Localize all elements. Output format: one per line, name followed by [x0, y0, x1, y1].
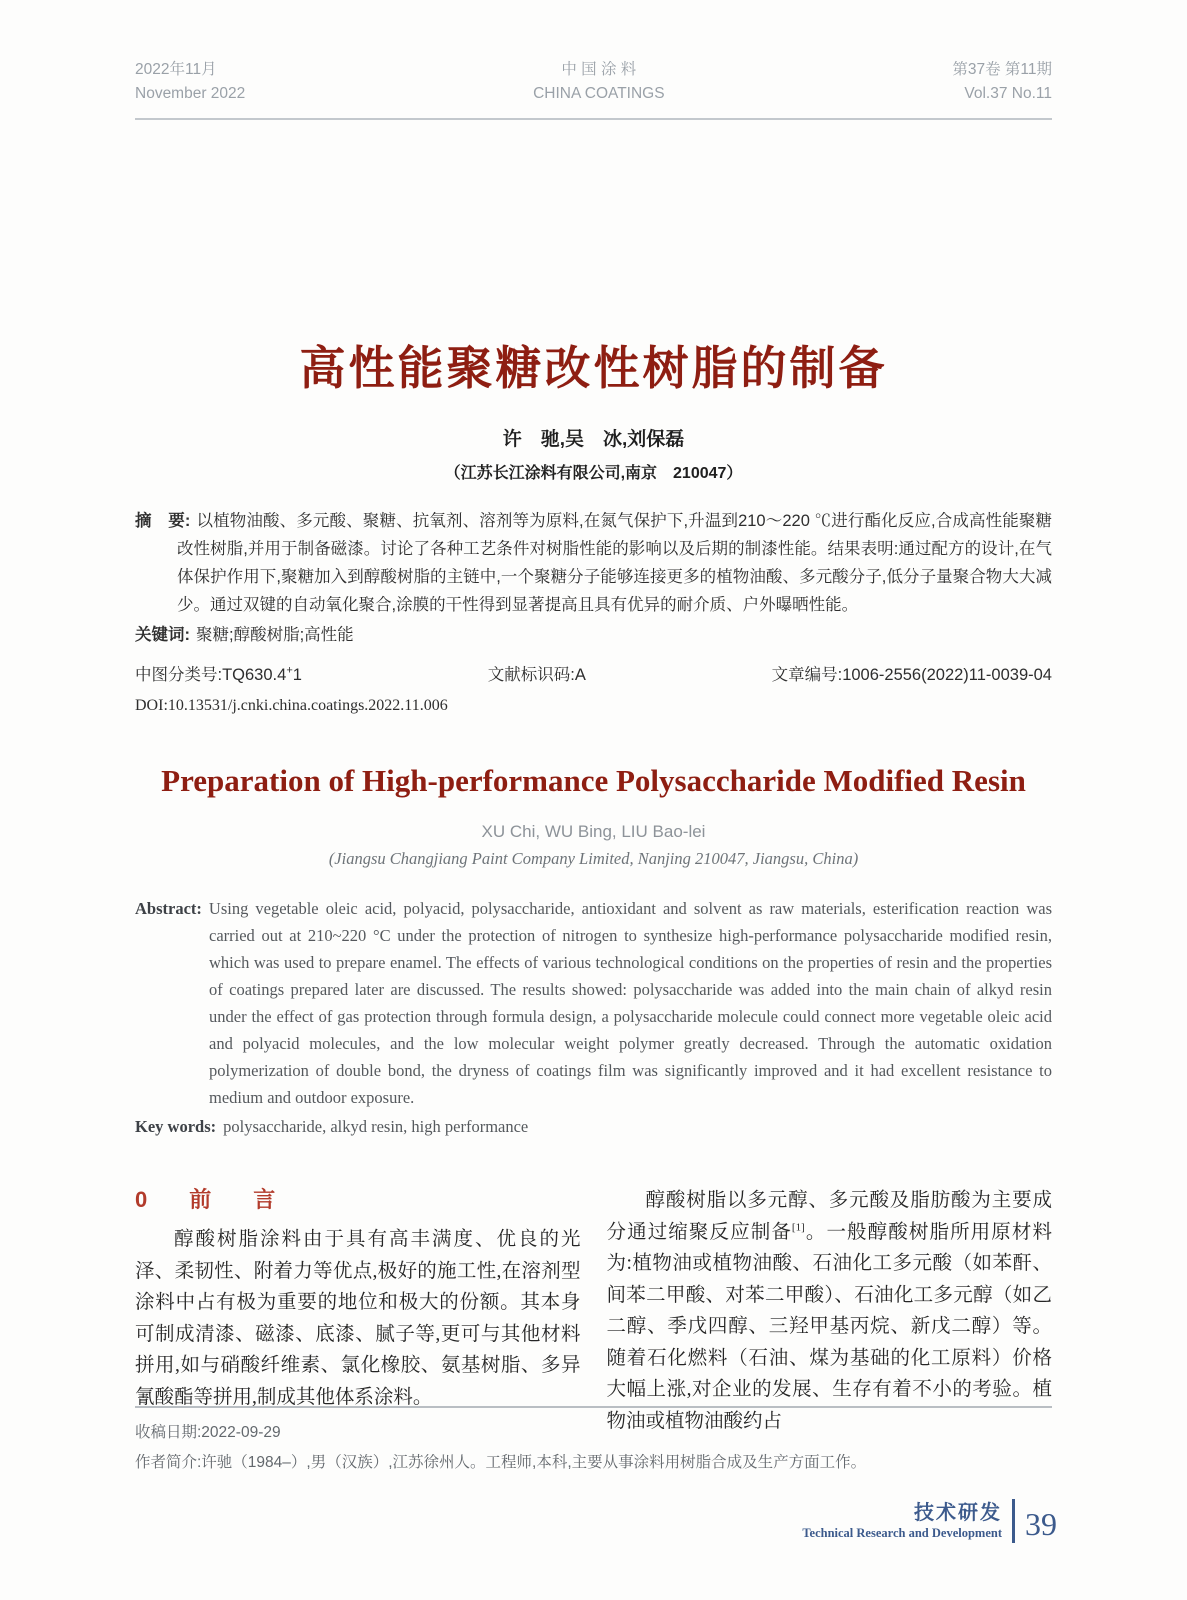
running-head-date	[135, 58, 245, 106]
abstract-cn-text: 以植物油酸、多元酸、聚糖、抗氧剂、溶剂等为原料,在氮气保护下,升温到210～220 ℃进行酯化反应,合成高性能聚糖改性树脂,并用于制备磁漆。讨论了各种工艺条件对树脂性能的影响以及后期的制漆性能。结果表明:通过配方的设计,在气体保护作用下,聚糖加入到醇酸树脂的主链中,一个聚糖分子能够连接更多的植物油酸、多元酸分子,低分子量聚合物大大减少。通过双键的自动氧化聚合,涂膜的干性得到显著提高且具有优异的耐介质、户外曝晒性能。	[177, 512, 1052, 614]
running-head-issue	[952, 58, 1052, 106]
document-code-label: 文献标识码:	[487, 666, 575, 684]
keywords-cn	[135, 621, 1052, 649]
footnote-block	[135, 1406, 1052, 1478]
body-columns	[135, 1183, 1052, 1437]
intro-right-text-1: 醇酸树脂以多元醇、多元酸及脂肪酸为主要成分通过缩聚反应制备	[606, 1190, 1052, 1243]
intro-paragraph-left: 醇酸树脂涂料由于具有高丰满度、优良的光泽、柔韧性、附着力等优点,极好的施工性,在溶剂型涂料中占有极为重要的地位和极大的份额。其本身可制成清漆、磁漆、底漆、腻子等,更可与其他材料拼用,如与硝酸纤维素、氯化橡胶、氨基树脂、多异氰酸酯等拼用,制成其他体系涂料。	[135, 1229, 581, 1408]
keywords-cn-text: 聚糖;醇酸树脂;高性能	[196, 626, 354, 644]
doi: DOI:10.13531/j.cnki.china.coatings.2022.11.006	[135, 697, 448, 714]
authors-en: XU Chi, WU Bing, LIU Bao-lei	[481, 822, 706, 841]
footer-section-name	[802, 1501, 1012, 1541]
reference-mark: [1]	[791, 1221, 805, 1233]
date-en: November 2022	[135, 85, 246, 102]
classification-row	[135, 661, 1052, 685]
abstract-cn-label: 摘 要:	[135, 512, 191, 530]
received-date: 收稿日期:2022-09-29	[135, 1424, 281, 1441]
page-number: 39	[1025, 1506, 1057, 1542]
keywords-en-label: Key words:	[135, 1117, 217, 1136]
affiliation-cn: （江苏长江涂料有限公司,南京 210047）	[444, 465, 743, 482]
running-head	[135, 0, 1052, 120]
clc-number	[135, 661, 302, 685]
abstract-en-text: Using vegetable oleic acid, polyacid, polysaccharide, antioxidant and solvent as raw materials, esterification reaction was carried out at 210~220 °C under the protection of nitrogen to synthesize high-performance polysaccharide modified resin, which was used to prepare enamel. The effects of various technological conditions on the properties of resin and the properties of coatings prepared later are discussed. The results showed: polysaccharide was added into the main chain of alkyd resin under the effect of gas protection through formula design, a polysaccharide molecule could connect more vegetable oleic acid and polyacid molecules, and the low molecular weight polymer greatly decreased. Through the automatic oxidation polymerization of double bond, the dryness of coatings film was significantly improved and it had excellent resistance to medium and outdoor exposure.	[208, 899, 1052, 1107]
clc-tail: 1	[292, 666, 302, 684]
clc-label: 中图分类号:	[135, 666, 223, 684]
author-bio: 作者简介:许驰（1984–）,男（汉族）,江苏徐州人。工程师,本科,主要从事涂料用树脂合成及生产方面工作。	[135, 1454, 867, 1471]
issue-cn: 第37卷 第11期	[952, 61, 1052, 78]
abstract-en-label: Abstract:	[135, 899, 202, 918]
authors-cn: 许 驰,吴 冰,刘保磊	[502, 429, 685, 450]
article-title-cn: 高性能聚糖改性树脂的制备	[299, 342, 888, 394]
affiliation-en: (Jiangsu Changjiang Paint Company Limited, Nanjing 210047, Jiangsu, China)	[328, 849, 859, 868]
date-cn: 2022年11月	[135, 61, 217, 78]
intro-paragraph-right	[607, 1185, 1053, 1437]
clc-superscript: +	[286, 664, 293, 677]
section-heading-intro: 0 前 言	[135, 1187, 286, 1212]
footer-section-en: Technical Research and Development	[802, 1525, 1002, 1540]
document-code-value: A	[574, 666, 586, 684]
footer-section-cn: 技术研发	[914, 1501, 1002, 1524]
body-column-left	[135, 1183, 581, 1437]
article-title-en: Preparation of High-performance Polysaccharide Modified Resin	[161, 763, 1026, 798]
document-code	[488, 661, 586, 685]
article-id	[772, 661, 1052, 685]
keywords-en	[135, 1117, 1052, 1137]
clc-base: TQ630.4	[222, 666, 287, 684]
body-column-right	[607, 1183, 1053, 1437]
abstract-cn	[135, 507, 1052, 619]
page-footer	[802, 1498, 1057, 1543]
running-head-journal	[533, 58, 664, 106]
keywords-cn-label: 关键词:	[135, 626, 190, 644]
journal-name-en: CHINA COATINGS	[533, 85, 665, 102]
article-id-value: 1006-2556(2022)11-0039-04	[842, 666, 1052, 684]
issue-en: Vol.37 No.11	[964, 85, 1052, 102]
intro-right-text-2: 。一般醇酸树脂所用原材料为:植物油或植物油酸、石油化工多元酸（如苯酐、间苯二甲酸、对苯二甲酸）、石油化工多元醇（如乙二醇、季戊四醇、三羟甲基丙烷、新戊二醇）等。随着石化燃料（石油、煤为基础的化工原料）价格大幅上涨,对企业的发展、生存有着不小的考验。植物油或植物油酸约占	[606, 1221, 1052, 1432]
keywords-en-text: polysaccharide, alkyd resin, high performance	[223, 1117, 529, 1136]
abstract-en	[135, 895, 1052, 1111]
article-id-label: 文章编号:	[771, 666, 843, 684]
journal-name-cn: 中 国 涂 料	[561, 61, 637, 78]
